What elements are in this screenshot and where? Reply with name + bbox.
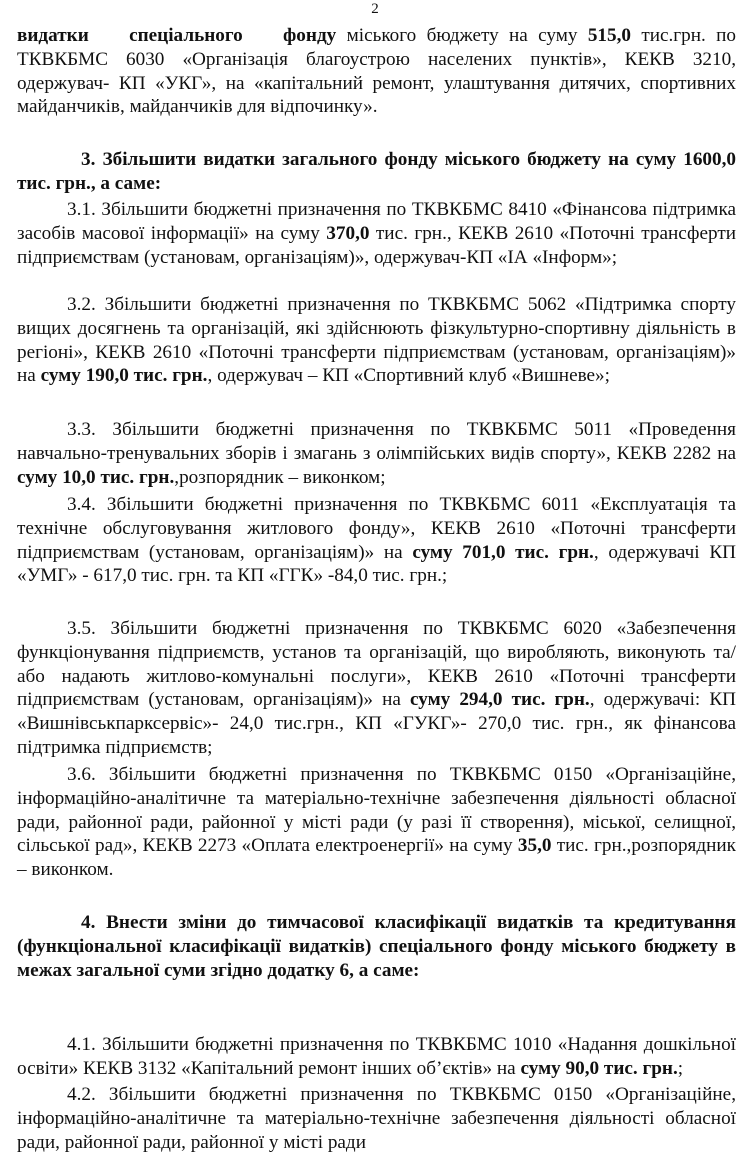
item-3-1-amount: 370,0	[326, 222, 370, 244]
item-3-3-text: 3.3. Збільшити бюджетні призначення по ТКВКБМС 5011 «Проведення навчально-тренувальних зборів і змагань з олімпійських видів спорту», КЕКВ 2282 на	[17, 419, 736, 464]
intro-paragraph	[17, 24, 736, 119]
item-3-2-amount: суму 190,0 тис. грн.	[40, 365, 208, 387]
item-4-1-amount: суму 90,0 тис. грн.	[520, 1057, 678, 1079]
intro-text-rest: тис.грн. по ТКВКБМС 6030 «Організація благоустрою населених пунктів», КЕКВ 3210, одержувач- КП «УКГ», на «капітальний ремонт, улаштування дитячих, спортивних майданчиків, майданчиків для відпочинку».	[17, 25, 737, 118]
item-4-1-text-rest: ;	[677, 1057, 684, 1079]
item-3-5	[17, 617, 736, 760]
item-3-4	[17, 493, 736, 588]
item-4-2	[17, 1083, 736, 1154]
item-3-5-amount: суму 294,0 тис. грн.	[409, 689, 590, 711]
item-3-6	[17, 763, 736, 882]
section-4-heading: 4. Внести зміни до тимчасової класифікації видатків та кредитування (функціональної класифікації видатків) спеціального фонду міського бюджету в межах загальної суми згідно додатку 6, а саме:	[17, 912, 736, 981]
item-3-1	[17, 198, 736, 269]
item-3-6-text-rest: тис. грн.,розпорядник – виконком.	[17, 835, 736, 881]
item-3-2-text: 3.2. Збільшити бюджетні призначення по ТКВКБМС 5062 «Підтримка спорту вищих досягнень та організацій, які здійснюють фізкультурно-спортивну діяльність в регіоні», КЕКВ 2610 «Поточні трансферти підприємствам (установам, організаціям)» на	[17, 294, 736, 387]
item-3-3-amount: суму 10,0 тис. грн.	[17, 466, 175, 488]
item-4-1	[17, 1033, 736, 1081]
item-3-4-text: 3.4. Збільшити бюджетні призначення по ТКВКБМС 6011 «Експлуатація та технічне обслуговування житлового фонду», КЕКВ 2610 «Поточні трансферти підприємствам (установам, організаціям)» на	[17, 494, 736, 563]
intro-bold-phrase: видатки спеціального фонду	[17, 25, 337, 46]
item-3-1-text-rest: тис. грн., КЕКВ 2610 «Поточні трансферти підприємствам (установам, організаціям)», одержувач-КП «ІА «Інформ»;	[17, 222, 736, 268]
item-3-2-text-rest: , одержувач – КП «Спортивний клуб «Вишневе»;	[207, 365, 610, 387]
item-3-3-text-rest: ,розпорядник – виконком;	[174, 466, 386, 488]
item-3-5-text: 3.5. Збільшити бюджетні призначення по ТКВКБМС 6020 «Забезпечення функціонування підприємств, установ та організацій, що виробляють, виконують та/або надають житлово-комунальні послуги», КЕКВ 2610 «Поточні трансферти підприємствам (установам, організаціям)» на	[17, 618, 736, 711]
item-3-3	[17, 418, 736, 489]
item-3-5-text-rest: , одержувачі: КП «Вишнівськпарксервіс»- 24,0 тис.грн., КП «ГУКГ»- 270,0 тис. грн., як фінансова підтримка підприємств;	[17, 689, 736, 758]
item-3-1-text: 3.1. Збільшити бюджетні призначення по ТКВКБМС 8410 «Фінансова підтримка засобів масової інформації» на суму	[17, 199, 736, 244]
item-3-6-amount: 35,0	[517, 835, 552, 857]
item-3-6-text: 3.6. Збільшити бюджетні призначення по ТКВКБМС 0150 «Організаційне, інформаційно-аналітичне та матеріально-технічне забезпечення діяльності обласної ради, районної ради, районної у місті ради (у разі її створення), міської, селищної, сільської рад», КЕКВ 2273 «Оплата електроенергії» на суму	[17, 764, 736, 857]
intro-amount: 515,0	[587, 25, 631, 46]
item-4-1-text: 4.1. Збільшити бюджетні призначення по ТКВКБМС 1010 «Надання дошкільної освіти» КЕКВ 3132 «Капітальний ремонт інших об’єктів» на	[17, 1034, 736, 1079]
item-4-2-text: 4.2. Збільшити бюджетні призначення по ТКВКБМС 0150 «Організаційне, інформаційно-аналітичне та матеріально-технічне забезпечення діяльності обласної ради, районної ради, районної у місті ради	[17, 1084, 736, 1153]
item-3-4-amount: суму 701,0 тис. грн.	[412, 541, 594, 563]
section-3-heading: 3. Збільшити видатки загального фонду міського бюджету на суму 1600,0 тис. грн., а саме:	[17, 149, 736, 194]
intro-text: міського бюджету на суму	[336, 25, 588, 46]
item-3-2	[17, 293, 736, 388]
page-number: 2	[371, 1, 379, 17]
item-3-4-text-rest: , одержувачі КП «УМГ» - 617,0 тис. грн. та КП «ГГК» -84,0 тис. грн.;	[17, 541, 736, 587]
